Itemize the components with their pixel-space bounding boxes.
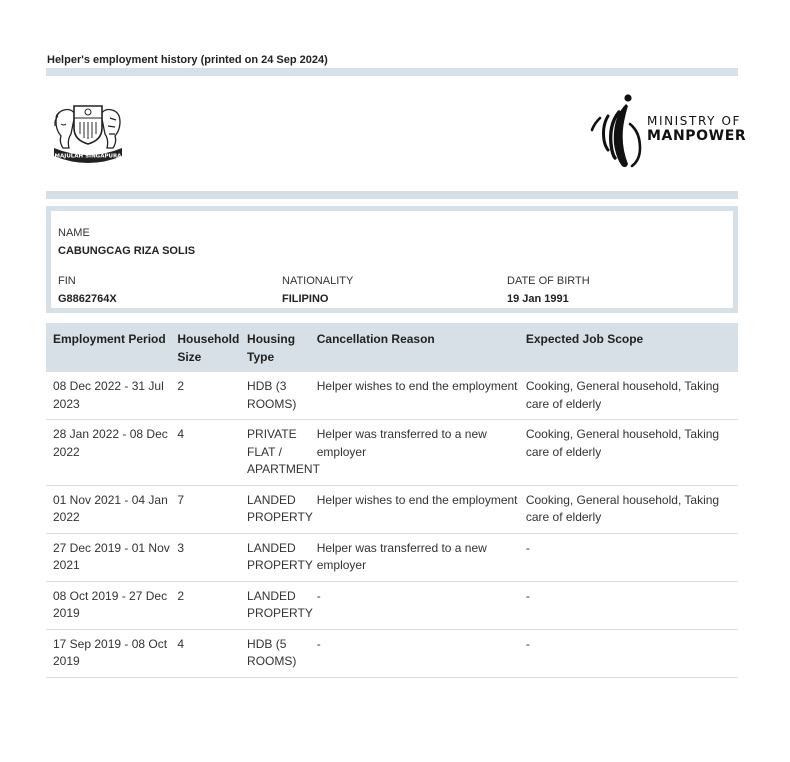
- cell-expected-job-scope: Cooking, General household, Taking care of elderly: [526, 485, 738, 533]
- cell-employment-period: 17 Sep 2019 - 08 Oct 2019: [46, 629, 177, 677]
- cell-household-size: 2: [177, 581, 247, 629]
- cell-housing-type: PRIVATE FLAT / APARTMENT: [247, 420, 317, 486]
- cell-employment-period: 08 Oct 2019 - 27 Dec 2019: [46, 581, 177, 629]
- cell-expected-job-scope: Cooking, General household, Taking care of elderly: [526, 420, 738, 486]
- mom-logo-line1: MINISTRY OF: [647, 114, 742, 128]
- header-employment-period: Employment Period: [46, 323, 177, 372]
- table-row: [46, 485, 738, 533]
- cell-housing-type: LANDED PROPERTY: [247, 533, 317, 581]
- header-housing-type: Housing Type: [247, 323, 317, 372]
- header-divider-bottom: [46, 191, 738, 199]
- name-value: CABUNGCAG RIZA SOLIS: [58, 245, 196, 257]
- cell-household-size: 3: [177, 533, 247, 581]
- header-divider-top: [46, 68, 738, 76]
- date-of-birth-value: 19 Jan 1991: [507, 293, 569, 305]
- helper-details-box: [46, 206, 738, 313]
- helper-details-panel: [51, 211, 733, 308]
- header-household-size: Household Size: [177, 323, 247, 372]
- cell-housing-type: HDB (5 ROOMS): [247, 629, 317, 677]
- cell-household-size: 4: [177, 420, 247, 486]
- singapore-coat-of-arms-logo: [50, 96, 126, 166]
- table-row: [46, 372, 738, 420]
- cell-cancellation-reason: -: [317, 581, 526, 629]
- header-cancellation-reason: Cancellation Reason: [317, 323, 526, 372]
- cell-employment-period: 27 Dec 2019 - 01 Nov 2021: [46, 533, 177, 581]
- fin-value: G8862764X: [58, 293, 117, 305]
- cell-cancellation-reason: -: [317, 629, 526, 677]
- cell-housing-type: LANDED PROPERTY: [247, 485, 317, 533]
- cell-employment-period: 01 Nov 2021 - 04 Jan 2022: [46, 485, 177, 533]
- cell-cancellation-reason: Helper was transferred to a new employer: [317, 420, 526, 486]
- crest-motto: MAJULAH SINGAPURA: [54, 153, 122, 160]
- document-title: Helper's employment history (printed on 24 Sep 2024): [47, 54, 328, 66]
- cell-expected-job-scope: -: [526, 533, 738, 581]
- table-header: [46, 323, 738, 372]
- cell-household-size: 7: [177, 485, 247, 533]
- employment-history-table: [46, 323, 738, 678]
- cell-household-size: 4: [177, 629, 247, 677]
- nationality-label: NATIONALITY: [282, 275, 354, 287]
- table-header-row: [46, 323, 738, 372]
- name-label: NAME: [58, 227, 90, 239]
- cell-household-size: 2: [177, 372, 247, 420]
- header-expected-job-scope: Expected Job Scope: [526, 323, 738, 372]
- cell-employment-period: 28 Jan 2022 - 08 Dec 2022: [46, 420, 177, 486]
- mom-logo-line2: MANPOWER: [647, 128, 747, 144]
- table-row: [46, 533, 738, 581]
- cell-expected-job-scope: -: [526, 581, 738, 629]
- ministry-of-manpower-wordmark: [647, 114, 746, 144]
- table-row: [46, 581, 738, 629]
- nationality-value: FILIPINO: [282, 293, 329, 305]
- table-row: [46, 420, 738, 486]
- table-row: [46, 629, 738, 677]
- fin-label: FIN: [58, 275, 76, 287]
- cell-cancellation-reason: Helper wishes to end the employment: [317, 372, 526, 420]
- cell-cancellation-reason: Helper was transferred to a new employer: [317, 533, 526, 581]
- cell-housing-type: LANDED PROPERTY: [247, 581, 317, 629]
- cell-expected-job-scope: Cooking, General household, Taking care of elderly: [526, 372, 738, 420]
- cell-cancellation-reason: Helper wishes to end the employment: [317, 485, 526, 533]
- cell-expected-job-scope: -: [526, 629, 738, 677]
- cell-housing-type: HDB (3 ROOMS): [247, 372, 317, 420]
- date-of-birth-label: DATE OF BIRTH: [507, 275, 590, 287]
- cell-employment-period: 08 Dec 2022 - 31 Jul 2023: [46, 372, 177, 420]
